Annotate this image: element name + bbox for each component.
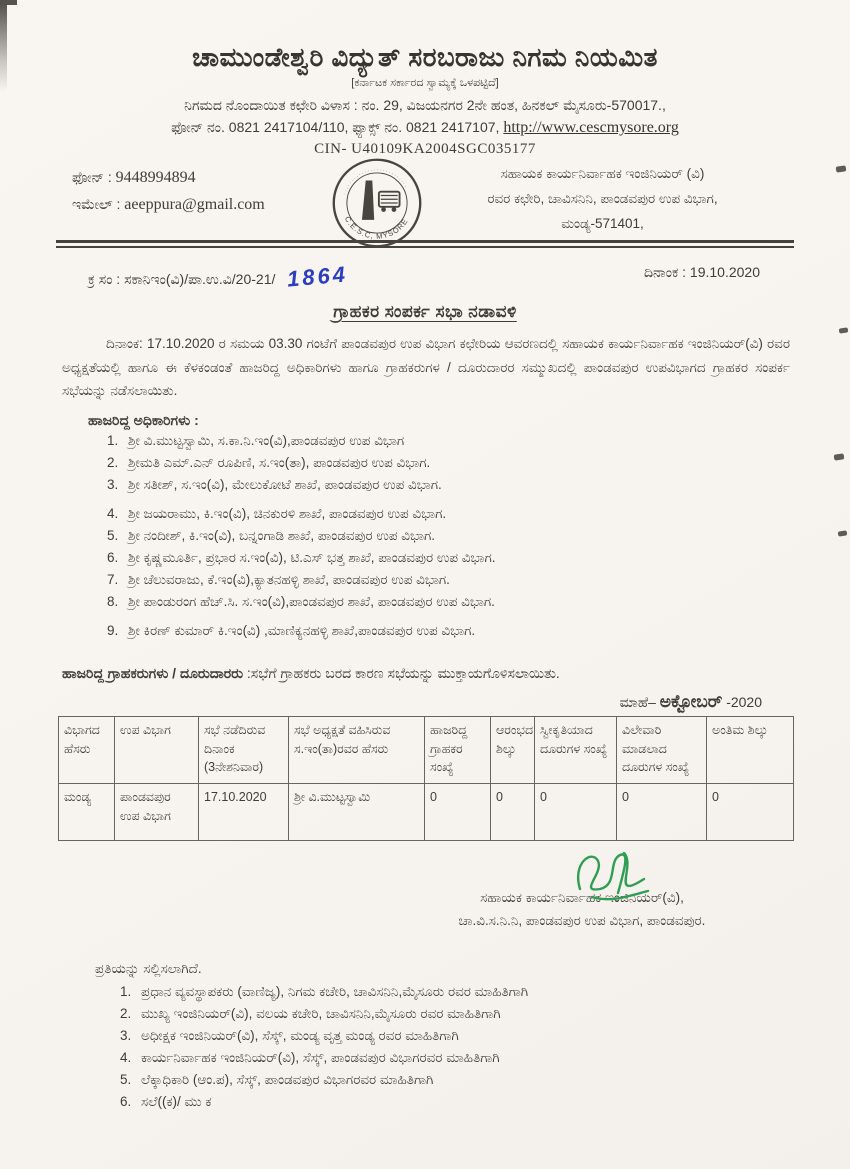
col-chairperson: ಸಭೆ ಅಧ್ಯಕ್ಷತೆ ವಹಿಸಿರುವ ಸ.ಇಂ(ತಾ)ರವರ ಹೆಸರು xyxy=(289,716,425,783)
col-received-complaints: ಸ್ವೀಕೃತಿಯಾದ ದೂರುಗಳ ಸಂಖ್ಯೆ xyxy=(535,716,617,783)
cell-opening-balance: 0 xyxy=(491,784,535,841)
date-value: 19.10.2020 xyxy=(689,264,760,280)
date-field xyxy=(644,264,760,290)
col-division-name: ವಿಭಾಗದ ಹೆಸರು xyxy=(59,716,115,783)
officer-item: 1. ಶ್ರೀ ವಿ.ಮುಟ್ಟಸ್ವಾಮಿ, ಸ.ಕಾ.ನಿ.ಇಂ(ವಿ),ಪಾಂಡವಪುರ ಉಪ ವಿಭಾಗ xyxy=(122,433,850,449)
cell-closing-balance: 0 xyxy=(707,784,794,841)
customers-line xyxy=(62,665,790,682)
cc-heading: ಪ್ರತಿಯನ್ನು ಸಲ್ಲಿಸಲಾಗಿದೆ. xyxy=(95,961,202,976)
svg-text:C.E.S.C, MYSORE: C.E.S.C, MYSORE xyxy=(342,214,410,241)
cell-chair-name: ಶ್ರೀ ವಿ.ಮುಟ್ಟಸ್ವಾಮಿ xyxy=(289,784,425,841)
phone-fax-text: ಫೋನ್ ನಂ. 0821 2417104/110, ಫ್ಯಾಕ್ಸ್ ನಂ. 0821 2417107, xyxy=(171,119,500,135)
officer-item: 7. ಶ್ರೀ ಚೆಲುವರಾಜು, ಕೆ.ಇಂ(ವಿ),ಕ್ಯಾತನಹಳ್ಳಿ ಶಾಖೆ, ಪಾಂಡವಪುರ ಉಪ ವಿಭಾಗ. xyxy=(122,572,850,588)
month-value: ಅಕ್ಟೋಬರ್ xyxy=(659,691,723,711)
org-subtitle: [ಕರ್ನಾಟಕ ಸರ್ಕಾರದ ಸ್ವಾಮ್ಯಕ್ಕೆ ಒಳಪಟ್ಟಿದೆ] xyxy=(351,77,499,89)
email-row xyxy=(72,191,327,218)
cell-received-complaints: 0 xyxy=(535,784,617,841)
phone-value: 9448994894 xyxy=(115,169,196,186)
intro-paragraph: ದಿನಾಂಕ: 17.10.2020 ರ ಸಮಯ 03.30 ಗಂಟೆಗೆ ಪಾಂಡವಪುರ ಉಪ ವಿಭಾಗ ಕಛೇರಿಯ ಆವರಣದಲ್ಲಿ ಸಹಾಯಕ ಕಾರ್ಯನಿರ್ವಾಹಕ ಇಂಜಿನಿಯರ್(ವಿ) ರವರ ಅಧ್ಯಕ್ಷತೆಯಲ್ಲಿ ಹಾಗೂ ಈ ಕೆಳಕಂಡಂತೆ ಹಾಜರಿದ್ದ ಅಧಿಕಾರಿಗಳು ಹಾಗೂ ಗ್ರಾಹಕರುಗಳ / ದೂರುದಾರರ ಸಮ್ಮುಖದಲ್ಲಿ ಪಾಂಡವಪುರ ಉಪವಿಭಾಗದ ಗ್ರಾಹಕರ ಸಂಪರ್ಕ ಸಭೆಯನ್ನು ನಡೆಸಲಾಯಿತು. xyxy=(62,336,790,399)
officer-item: 2. ಶ್ರೀಮತಿ ಎಮ್.ಎನ್ ರೂಪಿಣಿ, ಸ.ಇಂ(ತಾ), ಪಾಂಡವಪುರ ಉಪ ವಿಭಾಗ. xyxy=(122,455,850,471)
phone-row xyxy=(72,164,327,191)
issuing-office-block xyxy=(427,158,778,237)
phone-label: ಫೋನ್ : xyxy=(72,169,112,185)
cc-item: 6. ಸಲೆ((ಕ)/ ಮು ಕ xyxy=(135,1094,850,1110)
customers-note: :ಸಭೆಗೆ ಗ್ರಾಹಕರು ಬರದ ಕಾರಣ ಸಭೆಯನ್ನು ಮುಕ್ತಾಯಗೊಳಿಸಲಾಯಿತು. xyxy=(246,664,560,681)
scan-corner-shadow xyxy=(0,0,7,92)
cc-item: 2. ಮುಖ್ಯ ಇಂಜಿನಿಯರ್(ವಿ), ವಲಯ ಕಚೇರಿ, ಚಾವಿಸನಿನಿ,ಮೈಸೂರು ರವರ ಮಾಹಿತಿಗಾಗಿ xyxy=(135,1006,850,1022)
email-label: ಇಮೇಲ್ : xyxy=(72,196,121,213)
col-disposed-complaints: ವಿಲೇವಾರಿ ಮಾಡಲಾದ ದೂರುಗಳ ಸಂಖ್ಯೆ xyxy=(617,716,707,783)
officer-item: 3. ಶ್ರೀ ಸತೀಶ್, ಸ.ಇಂ(ವಿ), ಮೇಲುಕೋಟೆ ಶಾಖೆ, ಪಾಂಡವಪುರ ಉಪ ವಿಭಾಗ. xyxy=(122,477,850,493)
email-value: aeeppura@gmail.com xyxy=(124,196,265,214)
cesc-logo-icon xyxy=(330,156,424,250)
office-line2: ರವರ ಕಛೇರಿ, ಚಾವಿಸನಿನಿ, ಪಾಂಡವಪುರ ಉಪ ವಿಭಾಗ, xyxy=(487,190,718,206)
cell-date: 17.10.2020 xyxy=(199,784,289,841)
col-subdivision: ಉಪ ವಿಭಾಗ xyxy=(115,716,199,783)
officer-item: 8. ಶ್ರೀ ಪಾಂಡುರಂಗ ಹೆಚ್.ಸಿ. ಸ.ಇಂ(ವಿ),ಪಾಂಡವಪುರ ಶಾಖೆ, ಪಾಂಡವಪುರ ಉಪ ವಿಭಾಗ. xyxy=(122,594,850,610)
month-label: ಮಾಹೆ– xyxy=(619,693,656,710)
cell-subdivision: ಪಾಂಡವಪುರ ಉಪ ವಿಭಾಗ xyxy=(115,784,199,841)
contact-block xyxy=(72,158,327,218)
office-line3: ಮಂಡ್ಯ-571401, xyxy=(561,215,644,231)
signatory-office: ಚಾ.ವಿ.ಸ.ನಿ.ನಿ, ಪಾಂಡವಪುರ ಉಪ ವಿಭಾಗ, ಪಾಂಡವಪುರ. xyxy=(458,913,706,929)
cell-disposed-complaints: 0 xyxy=(617,784,707,841)
table-header-row xyxy=(59,716,794,783)
org-name: ಚಾಮುಂಡೇಶ್ವರಿ ವಿದ್ಯುತ್ ಸರಬರಾಜು ನಿಗಮ ನಿಯಮಿತ xyxy=(192,42,658,72)
signature-icon xyxy=(552,845,672,907)
officer-item: 4. ಶ್ರೀ ಜಯರಾಮು, ಕಿ.ಇಂ(ವಿ), ಚಿನಕುರಳಿ ಶಾಖೆ, ಪಾಂಡವಪುರ ಉಪ ವಿಭಾಗ. xyxy=(122,506,850,522)
office-line1: ಸಹಾಯಕ ಕಾರ್ಯನಿರ್ವಾಹಕ ಇಂಜಿನಿಯರ್ (ವಿ) xyxy=(500,166,705,181)
cc-item: 1. ಪ್ರಧಾನ ವ್ಯವಸ್ಥಾಪಕರು (ವಾಣಿಜ್ಯ), ನಿಗಮ ಕಚೇರಿ, ಚಾವಿಸನಿನಿ,ಮೈಸೂರು ರವರ ಮಾಹಿತಿಗಾಗಿ xyxy=(135,984,850,1000)
meeting-report-table xyxy=(58,716,794,841)
reference-value: ಸಕಾನಿಇಂ(ವಿ)/ಪಾ.ಉ.ವಿ/20-21/ xyxy=(124,271,276,287)
cc-list xyxy=(95,984,850,1110)
col-opening-balance: ಆರಂಭದ ಶಿಲ್ಕು xyxy=(491,716,535,783)
table-row xyxy=(59,784,794,841)
month-line xyxy=(0,692,762,712)
cc-item: 4. ಕಾರ್ಯನಿರ್ವಾಹಕ ಇಂಜಿನಿಯರ್(ವಿ), ಸೆಸ್ಕ್, ಪಾಂಡವಪುರ ವಿಭಾಗರವರ ಮಾಹಿತಿಗಾಗಿ xyxy=(135,1050,850,1066)
letterhead-contact-row xyxy=(0,158,850,241)
officer-item: 9. ಶ್ರೀ ಕಿರಣ್ ಕುಮಾರ್ ಕಿ.ಇಂ(ವಿ) ,ಮಾಣಿಕ್ಯನಹಳ್ಳಿ ಶಾಖೆ,ಪಾಂಡವಪುರ ಉಪ ವಿಭಾಗ. xyxy=(122,623,850,639)
col-meeting-date: ಸಭೆ ನಡೆದಿರುವ ದಿನಾಂಕ (3ನೇಶನಿವಾರ) xyxy=(199,716,289,783)
website-link: http://www.cescmysore.org xyxy=(503,119,679,136)
officer-item: 6. ಶ್ರೀ ಕೃಷ್ಣಮೂರ್ತಿ, ಪ್ರಭಾರ ಸ.ಇಂ(ವಿ), ಟಿ.ಎಸ್ ಭತ್ತ ಶಾಖೆ, ಪಾಂಡವಪುರ ಉಪ ವಿಭಾಗ. xyxy=(122,550,850,566)
officer-item: 5. ಶ್ರೀ ನಂದೀಶ್, ಕಿ.ಇಂ(ವಿ), ಬನ್ನಂಗಾಡಿ ಶಾಖೆ, ಪಾಂಡವಪುರ ಉಪ ವಿಭಾಗ. xyxy=(122,528,850,544)
officers-heading: ಹಾಜರಿದ್ದ ಅಧಿಕಾರಿಗಳು : xyxy=(88,411,199,428)
cin-number: CIN- U40109KA2004SGC035177 xyxy=(314,141,536,157)
handwritten-serial-number: 1864 xyxy=(286,261,350,292)
col-closing-balance: ಅಂತಿಮ ಶಿಲ್ಕು xyxy=(707,716,794,783)
scan-corner-notch xyxy=(0,0,17,5)
cc-item: 3. ಅಧೀಕ್ಷಕ ಇಂಜಿನಿಯರ್(ವಿ), ಸೆಸ್ಕ್, ಮಂಡ್ಯ ವೃತ್ತ ಮಂಡ್ಯ ರವರ ಮಾಹಿತಿಗಾಗಿ xyxy=(135,1028,850,1044)
officers-list xyxy=(0,433,850,639)
date-label: ದಿನಾಂಕ : xyxy=(643,264,687,280)
cc-item: 5. ಲೆಕ್ಕಾಧಿಕಾರಿ (ಆಂ.ಪ), ಸೆಸ್ಕ್, ಪಾಂಡವಪುರ ವಿಭಾಗರವರ ಮಾಹಿತಿಗಾಗಿ xyxy=(135,1072,850,1088)
phone-fax-line xyxy=(0,119,850,137)
cesc-logo xyxy=(327,158,427,255)
cell-division: ಮಂಡ್ಯ xyxy=(59,784,115,841)
copy-distribution-block xyxy=(95,961,850,1110)
customers-heading: ಹಾಜರಿದ್ದ ಗ್ರಾಹಕರುಗಳು / ದೂರುದಾರರು xyxy=(62,664,244,681)
svg-text:··························: ·························· xyxy=(342,167,410,196)
month-year: -2020 xyxy=(726,693,762,710)
signatory-designation: ಸಹಾಯಕ ಕಾರ್ಯನಿರ್ವಾಹಕ ಇಂಜಿನಿಯರ್(ವಿ), xyxy=(480,890,684,906)
signature-block xyxy=(402,887,762,933)
reference-number xyxy=(88,261,350,292)
reference-label: ಕ್ರ ಸಂ : xyxy=(88,271,121,287)
document-title: ಗ್ರಾಹಕರ ಸಂಪರ್ಕ ಸಭಾ ನಡಾವಳಿ xyxy=(333,302,517,321)
col-customers-count: ಹಾಜರಿದ್ದ ಗ್ರಾಹಕರ ಸಂಖ್ಯೆ xyxy=(425,716,491,783)
registered-office-address: ನಿಗಮದ ನೊಂದಾಯಿತ ಕಛೇರಿ ವಿಳಾಸ : ನಂ. 29, ವಿಜಯನಗರ 2ನೇ ಹಂತ, ಹಿನಕಲ್ ಮೈಸೂರು-570017., xyxy=(184,97,666,113)
cell-customers-count: 0 xyxy=(425,784,491,841)
